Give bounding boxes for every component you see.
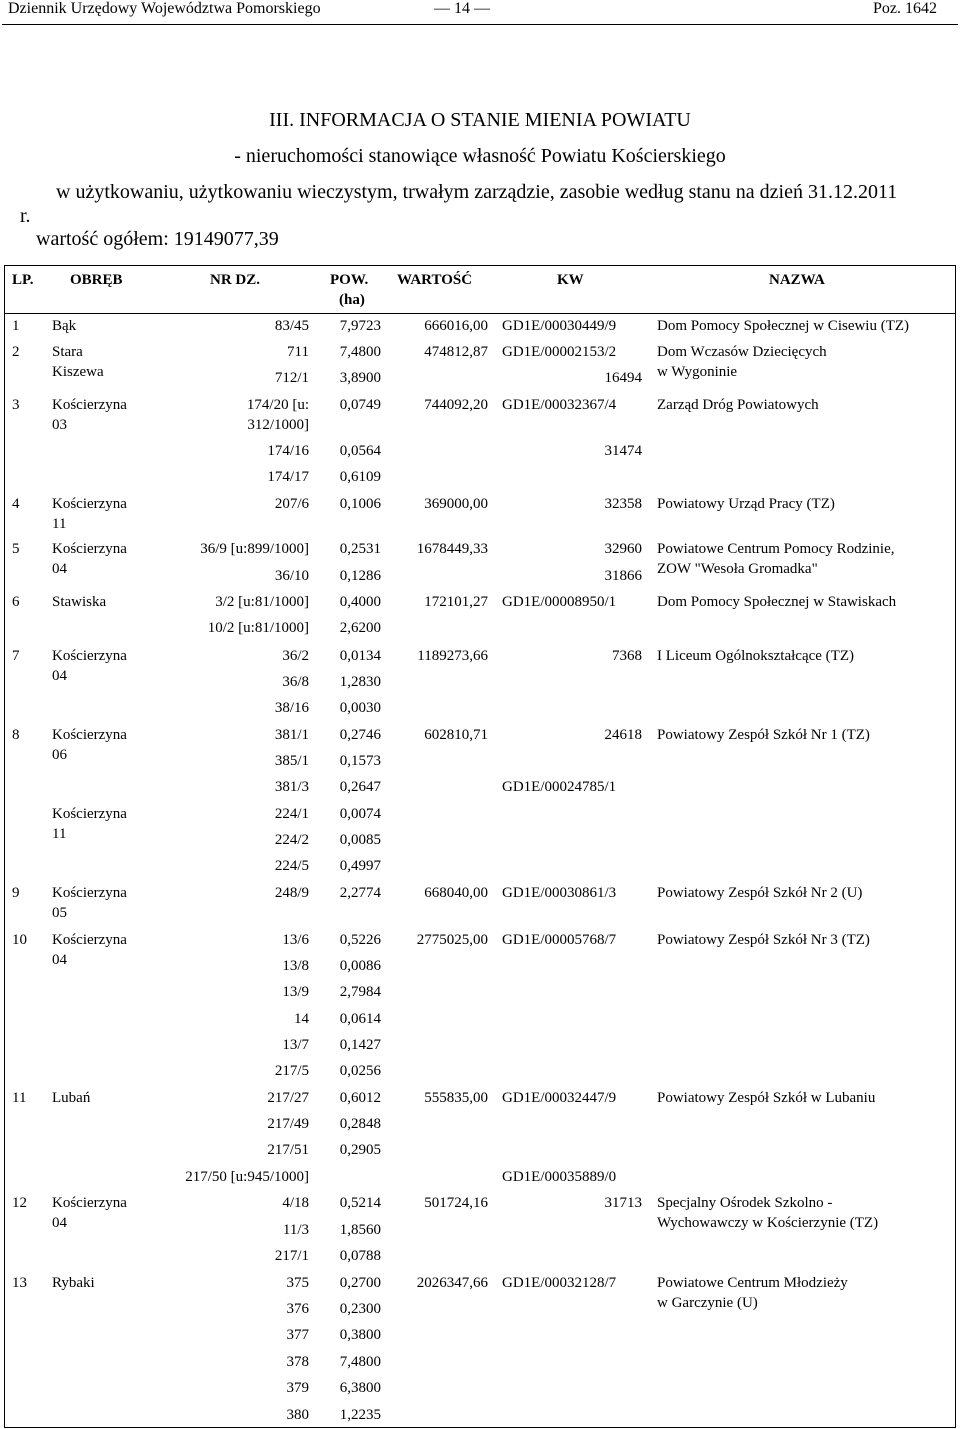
row-obreb: Kościerzyna [52,541,127,557]
cell-nazwa: I Liceum Ogólnokształcące (TZ) [657,648,854,664]
cell-pow: 0,0749 [339,397,381,413]
row-obreb: 11 [52,826,67,842]
header-divider [4,313,956,314]
col-header-nazwa: NAZWA [769,272,825,288]
cell-pow: 2,2774 [339,885,381,901]
cell-nr-dz: 11/3 [282,1222,309,1238]
cell-nazwa: Specjalny Ośrodek Szkolno - [657,1195,833,1211]
cell-nazwa: Powiatowe Centrum Młodzieży [657,1275,848,1291]
row-obreb: 03 [52,417,67,433]
cell-pow: 0,0614 [339,1011,381,1027]
row-obreb: Kościerzyna [52,1195,127,1211]
cell-pow: 0,2746 [339,727,381,743]
cell-nazwa: Powiatowy Urząd Pracy (TZ) [657,496,835,512]
row-lp: 13 [12,1275,27,1291]
cell-pow: 2,6200 [339,620,381,636]
row-obreb: 04 [52,668,67,684]
cell-kw: 24618 [604,727,642,743]
cell-nr-dz: 13/9 [282,984,309,1000]
row-lp: 8 [12,727,20,743]
row-lp: 9 [12,885,20,901]
row-obreb: Kościerzyna [52,806,127,822]
cell-pow: 0,4000 [339,594,381,610]
section-title: III. INFORMACJA O STANIE MIENIA POWIATU [269,109,691,131]
cell-wartosc: 369000,00 [424,496,488,512]
row-lp: 7 [12,648,20,664]
cell-nr-dz: 217/50 [u:945/1000] [185,1169,309,1185]
cell-wartosc: 666016,00 [424,318,488,334]
cell-kw: 31713 [604,1195,642,1211]
cell-nazwa: Powiatowy Zespół Szkół Nr 1 (TZ) [657,727,870,743]
cell-kw: GD1E/00030861/3 [502,885,617,901]
row-obreb: Kościerzyna [52,648,127,664]
col-header-kw: KW [557,272,584,288]
cell-kw: 7368 [612,648,642,664]
cell-wartosc: 1678449,33 [416,541,488,557]
cell-kw: 16494 [604,370,642,386]
cell-kw: GD1E/00002153/2 [502,344,617,360]
row-obreb: Lubań [52,1090,91,1106]
cell-nr-dz: 217/27 [267,1090,309,1106]
col-header-lp: LP. [12,272,34,288]
cell-kw: GD1E/00024785/1 [502,779,617,795]
cell-pow: 0,6109 [339,469,381,485]
cell-nazwa: w Garczynie (U) [657,1295,758,1311]
cell-nr-dz: 375 [286,1275,309,1291]
header-rule [2,24,958,25]
cell-pow: 0,1573 [339,753,381,769]
row-obreb: 04 [52,1215,67,1231]
col-header-nrdz: NR DZ. [210,272,261,288]
cell-nr-dz: 217/1 [274,1248,309,1264]
cell-nr-dz: 207/6 [274,496,309,512]
cell-nazwa: Dom Pomocy Społecznej w Stawiskach [657,594,897,610]
cell-wartosc: 668040,00 [424,885,488,901]
cell-nr-dz: 36/9 [u:899/1000] [200,541,309,557]
row-obreb: Stara [52,344,83,360]
cell-nazwa: w Wygoninie [657,364,738,380]
cell-nazwa: Powiatowy Zespół Szkół w Lubaniu [657,1090,876,1106]
position-number: Poz. 1642 [873,0,937,17]
cell-nr-dz: 174/20 [u: [246,397,309,413]
cell-nr-dz: 217/5 [274,1063,309,1079]
row-obreb: Bąk [52,318,77,334]
cell-pow: 0,0134 [339,648,381,664]
cell-nr-dz: 377 [286,1327,309,1343]
cell-nr-dz: 381/3 [274,779,309,795]
cell-kw: GD1E/00032367/4 [502,397,617,413]
cell-pow: 0,0564 [339,443,381,459]
cell-pow: 2,7984 [339,984,381,1000]
cell-pow: 6,3800 [339,1380,381,1396]
col-header-pow-unit: (ha) [339,292,365,308]
cell-nr-dz: 36/8 [282,674,309,690]
cell-pow: 0,5214 [339,1195,381,1211]
cell-nr-dz: 712/1 [274,370,309,386]
cell-nr-dz: 224/5 [274,858,309,874]
cell-nr-dz: 381/1 [274,727,309,743]
cell-nr-dz: 83/45 [274,318,309,334]
cell-nr-dz: 174/16 [267,443,309,459]
cell-nr-dz: 38/16 [274,700,309,716]
cell-kw: 32960 [604,541,642,557]
cell-wartosc: 501724,16 [424,1195,488,1211]
cell-wartosc: 602810,71 [424,727,488,743]
cell-wartosc: 744092,20 [424,397,488,413]
row-obreb: Rybaki [52,1275,95,1291]
cell-nr-dz: 14 [294,1011,309,1027]
cell-nr-dz: 4/18 [282,1195,309,1211]
cell-wartosc: 1189273,66 [417,648,488,664]
row-lp: 2 [12,344,20,360]
row-lp: 11 [12,1090,27,1106]
cell-pow: 0,2848 [339,1116,381,1132]
cell-nr-dz: 10/2 [u:81/1000] [207,620,309,636]
page-number: — 14 — [434,0,490,17]
row-obreb: Kościerzyna [52,397,127,413]
cell-pow: 0,2300 [339,1301,381,1317]
row-lp: 6 [12,594,20,610]
row-lp: 12 [12,1195,27,1211]
cell-kw: GD1E/00030449/9 [502,318,617,334]
cell-pow: 0,2531 [339,541,381,557]
cell-pow: 7,4800 [339,344,381,360]
cell-nazwa: Dom Pomocy Społecznej w Cisewiu (TZ) [657,318,910,334]
row-lp: 5 [12,541,20,557]
cell-wartosc: 474812,87 [424,344,488,360]
row-obreb: 04 [52,952,67,968]
cell-pow: 0,2905 [339,1142,381,1158]
cell-wartosc: 2775025,00 [416,932,488,948]
cell-nazwa: ZOW "Wesoła Gromadka" [657,561,818,577]
cell-pow: 0,3800 [339,1327,381,1343]
section-subtitle: - nieruchomości stanowiące własność Powiatu Kościerskiego [234,145,726,167]
cell-nazwa: Dom Wczasów Dziecięcych [657,344,827,360]
cell-nazwa: Powiatowy Zespół Szkół Nr 3 (TZ) [657,932,870,948]
cell-pow: 0,2700 [339,1275,381,1291]
cell-wartosc: 555835,00 [424,1090,488,1106]
section-scope: w użytkowaniu, użytkowaniu wieczystym, trwałym zarządzie, zasobie według stanu na dzień 31.12.2011 [56,181,898,203]
row-lp: 4 [12,496,20,512]
cell-nr-dz: 248/9 [274,885,309,901]
cell-pow: 1,2830 [339,674,381,690]
cell-nr-dz: 217/49 [267,1116,309,1132]
cell-nr-dz: 224/1 [274,806,309,822]
cell-kw: 31866 [604,568,642,584]
row-obreb: 05 [52,905,67,921]
cell-pow: 0,5226 [339,932,381,948]
cell-nr-dz: 36/2 [282,648,309,664]
cell-pow: 0,1006 [339,496,381,512]
total-value: wartość ogółem: 19149077,39 [36,228,279,250]
cell-nr-dz: 217/51 [267,1142,309,1158]
cell-pow: 7,4800 [339,1354,381,1370]
col-header-pow: POW. [330,272,369,288]
cell-pow: 0,0086 [339,958,381,974]
cell-nr-dz: 711 [287,344,309,360]
cell-kw: GD1E/00005768/7 [502,932,617,948]
journal-name: Dziennik Urzędowy Województwa Pomorskiego [8,0,321,17]
cell-nazwa: Wychowawczy w Kościerzynie (TZ) [657,1215,879,1231]
cell-nr-dz: 312/1000] [247,417,309,433]
cell-pow: 7,9723 [339,318,381,334]
cell-wartosc: 172101,27 [424,594,488,610]
cell-pow: 0,2647 [339,779,381,795]
cell-nr-dz: 3/2 [u:81/1000] [215,594,309,610]
row-obreb: Kościerzyna [52,885,127,901]
cell-nr-dz: 13/8 [282,958,309,974]
cell-pow: 0,1427 [339,1037,381,1053]
cell-pow: 1,2235 [339,1407,381,1423]
col-header-obreb: OBRĘB [70,272,123,288]
cell-pow: 0,4997 [339,858,381,874]
cell-nr-dz: 380 [286,1407,309,1423]
row-obreb: 06 [52,747,67,763]
cell-nr-dz: 376 [286,1301,309,1317]
cell-nazwa: Zarząd Dróg Powiatowych [657,397,819,413]
row-obreb: Kiszewa [52,364,104,380]
row-lp: 1 [12,318,20,334]
col-header-wartosc: WARTOŚĆ [397,272,473,288]
cell-wartosc: 2026347,66 [416,1275,488,1291]
cell-nr-dz: 224/2 [274,832,309,848]
section-scope-cont: r. [20,205,31,227]
cell-kw: 31474 [604,443,642,459]
row-obreb: 11 [52,516,67,532]
cell-nr-dz: 13/6 [282,932,309,948]
cell-pow: 0,1286 [339,568,381,584]
cell-nr-dz: 13/7 [282,1037,309,1053]
cell-kw: GD1E/00008950/1 [502,594,617,610]
cell-pow: 0,0085 [339,832,381,848]
row-obreb: Kościerzyna [52,496,127,512]
cell-nazwa: Powiatowe Centrum Pomocy Rodzinie, [657,541,895,557]
cell-pow: 3,8900 [339,370,381,386]
cell-kw: GD1E/00035889/0 [502,1169,617,1185]
cell-nr-dz: 379 [286,1380,309,1396]
cell-pow: 0,6012 [339,1090,381,1106]
cell-pow: 0,0074 [339,806,381,822]
row-obreb: Kościerzyna [52,727,127,743]
cell-nazwa: Powiatowy Zespół Szkół Nr 2 (U) [657,885,863,901]
cell-nr-dz: 378 [286,1354,309,1370]
cell-nr-dz: 174/17 [267,469,309,485]
cell-nr-dz: 385/1 [274,753,309,769]
page-header [0,0,960,27]
cell-pow: 0,0256 [339,1063,381,1079]
row-obreb: 04 [52,561,67,577]
row-obreb: Stawiska [52,594,107,610]
row-obreb: Kościerzyna [52,932,127,948]
cell-nr-dz: 36/10 [274,568,309,584]
row-lp: 10 [12,932,27,948]
cell-kw: GD1E/00032128/7 [502,1275,617,1291]
cell-pow: 0,0030 [339,700,381,716]
cell-pow: 1,8560 [339,1222,381,1238]
row-lp: 3 [12,397,20,413]
cell-kw: 32358 [604,496,642,512]
cell-kw: GD1E/00032447/9 [502,1090,617,1106]
cell-pow: 0,0788 [339,1248,381,1264]
